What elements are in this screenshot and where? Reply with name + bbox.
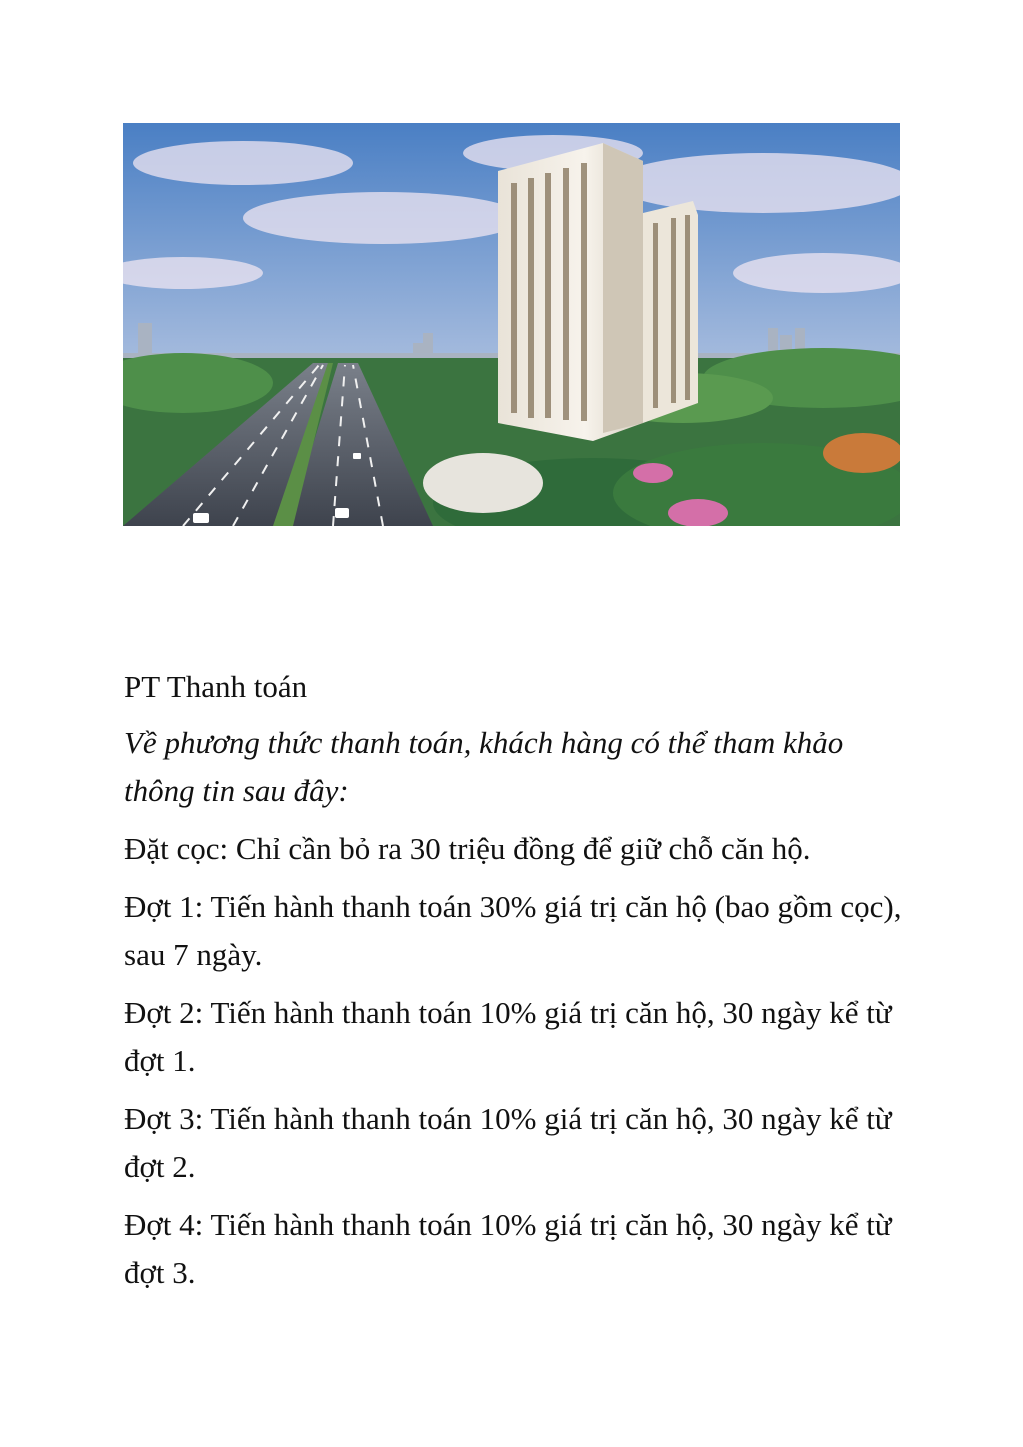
- hero-image: [123, 123, 900, 526]
- installment-2-paragraph: Đợt 2: Tiến hành thanh toán 10% giá trị căn hộ, 30 ngày kể từ đợt 1.: [124, 995, 892, 1078]
- installment-3-paragraph: Đợt 3: Tiến hành thanh toán 10% giá trị căn hộ, 30 ngày kể từ đợt 2.: [124, 1101, 892, 1184]
- payment-section: [124, 665, 904, 1307]
- installment-4-paragraph: Đợt 4: Tiến hành thanh toán 10% giá trị căn hộ, 30 ngày kể từ đợt 3.: [124, 1207, 892, 1290]
- intro-text: Về phương thức thanh toán, khách hàng có thể tham khảo thông tin sau đây:: [124, 725, 844, 808]
- installment-1-paragraph: Đợt 1: Tiến hành thanh toán 30% giá trị căn hộ (bao gồm cọc), sau 7 ngày.: [124, 889, 902, 972]
- deposit-paragraph: Đặt cọc: Chỉ cần bỏ ra 30 triệu đồng để giữ chỗ căn hộ.: [124, 831, 811, 866]
- section-heading: PT Thanh toán: [124, 669, 308, 704]
